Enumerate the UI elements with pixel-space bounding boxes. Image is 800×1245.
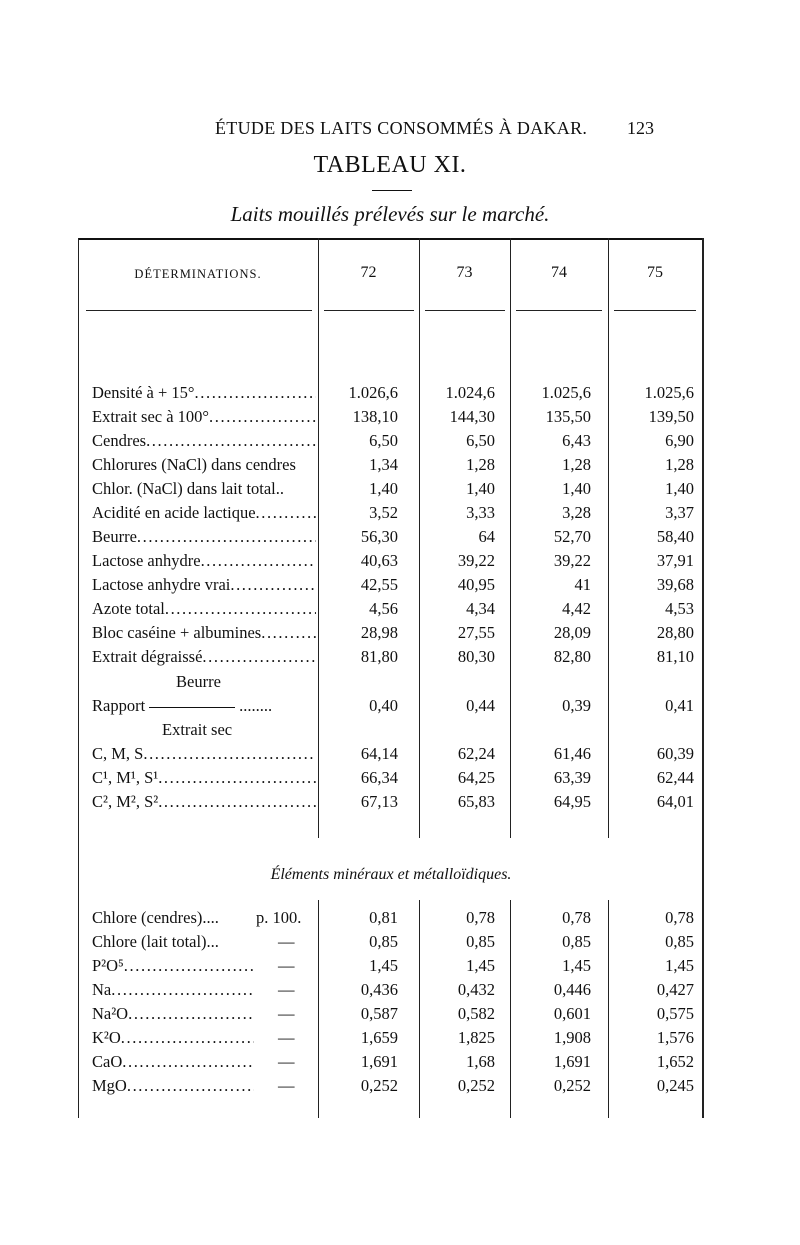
- unit-label: p. 100.: [256, 908, 302, 927]
- value-cell: 3,52: [369, 503, 398, 522]
- value-cell: 0,85: [369, 932, 398, 951]
- value-cell: 4,53: [665, 599, 694, 618]
- value-cell: 81,80: [360, 647, 398, 666]
- row-label: CaO .....: [92, 1052, 254, 1072]
- data-table: [78, 238, 704, 1118]
- value-cell: 0,78: [562, 908, 591, 927]
- row-label: Chlore (cendres)....: [92, 908, 219, 927]
- value-cell: 1,691: [360, 1052, 398, 1071]
- value-cell: 0,81: [369, 908, 398, 927]
- value-cell: 58,40: [656, 527, 694, 546]
- value-cell: 28,09: [553, 623, 591, 642]
- value-cell: 61,46: [553, 744, 591, 763]
- value-cell: 27,55: [457, 623, 495, 642]
- value-cell: 0,78: [665, 908, 694, 927]
- value-cell: 63,39: [553, 768, 591, 787]
- value-cell: 82,80: [553, 647, 591, 666]
- value-cell: 6,90: [665, 431, 694, 450]
- value-cell: 6,43: [562, 431, 591, 450]
- row-label: C, M, S .....: [92, 744, 316, 764]
- ditto-mark: —: [278, 980, 295, 999]
- value-cell: 52,70: [553, 527, 591, 546]
- table-row: [78, 431, 704, 455]
- column-header-sample: 73: [456, 264, 473, 281]
- ratio-row: [78, 696, 704, 720]
- value-cell: 64,25: [457, 768, 495, 787]
- value-cell: 41: [574, 575, 591, 594]
- value-cell: 1.025,6: [541, 383, 591, 402]
- value-cell: 39,22: [553, 551, 591, 570]
- header-rule: [86, 310, 312, 311]
- ditto-mark: —: [278, 932, 295, 951]
- value-cell: 1,691: [553, 1052, 591, 1071]
- value-cell: 0,575: [656, 1004, 694, 1023]
- value-cell: 62,24: [457, 744, 495, 763]
- value-cell: 0,252: [457, 1076, 495, 1095]
- table-row: [78, 1028, 704, 1052]
- value-cell: 0,582: [457, 1004, 495, 1023]
- value-cell: 4,56: [369, 599, 398, 618]
- row-label: Densité à + 15° .....: [92, 383, 316, 403]
- page-header: [0, 118, 800, 144]
- table-row: [78, 744, 704, 768]
- row-label: C², M², S² .....: [92, 792, 316, 812]
- value-cell: 0,252: [553, 1076, 591, 1095]
- row-label: Chlorures (NaCl) dans cendres: [92, 455, 296, 474]
- value-cell: 81,10: [656, 647, 694, 666]
- table-row: [78, 527, 704, 551]
- table-row: [78, 980, 704, 1004]
- value-cell: 0,40: [369, 696, 398, 715]
- ratio-label: Rapport ........: [92, 696, 273, 715]
- row-label: Extrait sec à 100° .....: [92, 407, 316, 427]
- value-cell: 6,50: [466, 431, 495, 450]
- value-cell: 0,245: [656, 1076, 694, 1095]
- value-cell: 1.025,6: [644, 383, 694, 402]
- table-top-rule: [78, 238, 704, 240]
- table-row: [78, 1004, 704, 1028]
- value-cell: 0,41: [665, 696, 694, 715]
- value-cell: 64,01: [656, 792, 694, 811]
- row-label: Acidité en acide lactique .....: [92, 503, 316, 523]
- header-rule: [324, 310, 414, 311]
- row-label: Lactose anhydre vrai .....: [92, 575, 316, 595]
- value-cell: 56,30: [360, 527, 398, 546]
- value-cell: 1.024,6: [445, 383, 495, 402]
- ditto-mark: —: [278, 1028, 295, 1047]
- table-row: [78, 1076, 704, 1100]
- value-cell: 0,85: [466, 932, 495, 951]
- value-cell: 144,30: [449, 407, 495, 426]
- row-label: Na .....: [92, 980, 254, 1000]
- column-header-sample: 75: [647, 264, 663, 281]
- value-cell: 1,28: [665, 455, 694, 474]
- value-cell: 60,39: [656, 744, 694, 763]
- table-row: [78, 768, 704, 792]
- table-row: [78, 956, 704, 980]
- value-cell: 1,659: [360, 1028, 398, 1047]
- value-cell: 66,34: [360, 768, 398, 787]
- row-label: K²O .....: [92, 1028, 254, 1048]
- value-cell: 1,40: [562, 479, 591, 498]
- table-row: [78, 503, 704, 527]
- value-cell: 40,63: [360, 551, 398, 570]
- value-cell: 1,576: [656, 1028, 694, 1047]
- value-cell: 3,33: [466, 503, 495, 522]
- ditto-mark: —: [278, 956, 295, 975]
- table-row: [78, 908, 704, 932]
- running-title: ÉTUDE DES LAITS CONSOMMÉS À DAKAR.: [215, 118, 588, 138]
- value-cell: 1,28: [562, 455, 591, 474]
- title-rule: [372, 190, 412, 191]
- value-cell: 67,13: [360, 792, 398, 811]
- value-cell: 139,50: [648, 407, 694, 426]
- value-cell: 1,28: [466, 455, 495, 474]
- table-row: [78, 407, 704, 431]
- value-cell: 64: [478, 527, 495, 546]
- value-cell: 0,436: [360, 980, 398, 999]
- value-cell: 1,45: [466, 956, 495, 975]
- ratio-denominator: Extrait sec: [162, 720, 233, 739]
- value-cell: 39,22: [457, 551, 495, 570]
- ditto-mark: —: [278, 1004, 295, 1023]
- row-label: Beurre .....: [92, 527, 316, 547]
- table-row: [78, 551, 704, 575]
- value-cell: 42,55: [360, 575, 398, 594]
- value-cell: 4,42: [562, 599, 591, 618]
- row-label: Extrait dégraissé .....: [92, 647, 316, 667]
- value-cell: 0,39: [562, 696, 591, 715]
- value-cell: 1,45: [562, 956, 591, 975]
- table-row: [78, 792, 704, 816]
- table-row: [78, 647, 704, 671]
- value-cell: 0,44: [466, 696, 495, 715]
- value-cell: 64,95: [553, 792, 591, 811]
- header-rule: [516, 310, 602, 311]
- row-label: Lactose anhydre .....: [92, 551, 316, 571]
- value-cell: 135,50: [545, 407, 591, 426]
- header-rule: [425, 310, 505, 311]
- value-cell: 62,44: [656, 768, 694, 787]
- value-cell: 64,14: [360, 744, 398, 763]
- column-header-determinations: DÉTERMINATIONS.: [134, 267, 262, 281]
- value-cell: 80,30: [457, 647, 495, 666]
- value-cell: 1,40: [466, 479, 495, 498]
- table-row: [78, 479, 704, 503]
- value-cell: 65,83: [457, 792, 495, 811]
- table-row: [78, 383, 704, 407]
- row-label: C¹, M¹, S¹ .....: [92, 768, 316, 788]
- value-cell: 39,68: [656, 575, 694, 594]
- value-cell: 1,45: [369, 956, 398, 975]
- value-cell: 1,825: [457, 1028, 495, 1047]
- row-label: Chlor. (NaCl) dans lait total..: [92, 479, 285, 498]
- value-cell: 0,85: [665, 932, 694, 951]
- value-cell: 138,10: [352, 407, 398, 426]
- value-cell: 1,34: [369, 455, 398, 474]
- table-row: [78, 1052, 704, 1076]
- value-cell: 1,68: [466, 1052, 495, 1071]
- value-cell: 1.026,6: [348, 383, 398, 402]
- value-cell: 3,37: [665, 503, 694, 522]
- table-row: [78, 575, 704, 599]
- value-cell: 0,427: [656, 980, 694, 999]
- row-label: MgO .....: [92, 1076, 254, 1096]
- table-subtitle: Laits mouillés prélevés sur le marché.: [230, 202, 550, 226]
- table-row: [78, 455, 704, 479]
- value-cell: 0,587: [360, 1004, 398, 1023]
- ditto-mark: —: [278, 1052, 295, 1071]
- value-cell: 1,652: [656, 1052, 694, 1071]
- ratio-numerator: Beurre: [176, 672, 221, 691]
- value-cell: 1,908: [553, 1028, 591, 1047]
- value-cell: 28,80: [656, 623, 694, 642]
- row-label: Cendres .....: [92, 431, 316, 451]
- row-label: Chlore (lait total)...: [92, 932, 219, 951]
- table-row: [78, 599, 704, 623]
- value-cell: 28,98: [360, 623, 398, 642]
- table-row: [78, 623, 704, 647]
- row-label: Bloc caséine + albumines .....: [92, 623, 316, 643]
- column-header-sample: 72: [360, 264, 377, 281]
- value-cell: 1,45: [665, 956, 694, 975]
- value-cell: 3,28: [562, 503, 591, 522]
- row-label: Azote total .....: [92, 599, 316, 619]
- column-header-sample: 74: [551, 264, 567, 281]
- value-cell: 4,34: [466, 599, 495, 618]
- value-cell: 0,432: [457, 980, 495, 999]
- table-row: [78, 932, 704, 956]
- ditto-mark: —: [278, 1076, 295, 1095]
- row-label: P²O⁵ .....: [92, 956, 254, 976]
- value-cell: 1,40: [369, 479, 398, 498]
- value-cell: 0,252: [360, 1076, 398, 1095]
- header-rule: [614, 310, 696, 311]
- value-cell: 1,40: [665, 479, 694, 498]
- value-cell: 0,601: [553, 1004, 591, 1023]
- value-cell: 40,95: [457, 575, 495, 594]
- value-cell: 37,91: [656, 551, 694, 570]
- page-number: 123: [627, 118, 654, 138]
- row-label: Na²O .....: [92, 1004, 254, 1024]
- table-number: TABLEAU XI.: [313, 152, 467, 178]
- value-cell: 6,50: [369, 431, 398, 450]
- value-cell: 0,78: [466, 908, 495, 927]
- section-title-minerals: Éléments minéraux et métalloïdiques.: [270, 866, 512, 883]
- value-cell: 0,446: [553, 980, 591, 999]
- value-cell: 0,85: [562, 932, 591, 951]
